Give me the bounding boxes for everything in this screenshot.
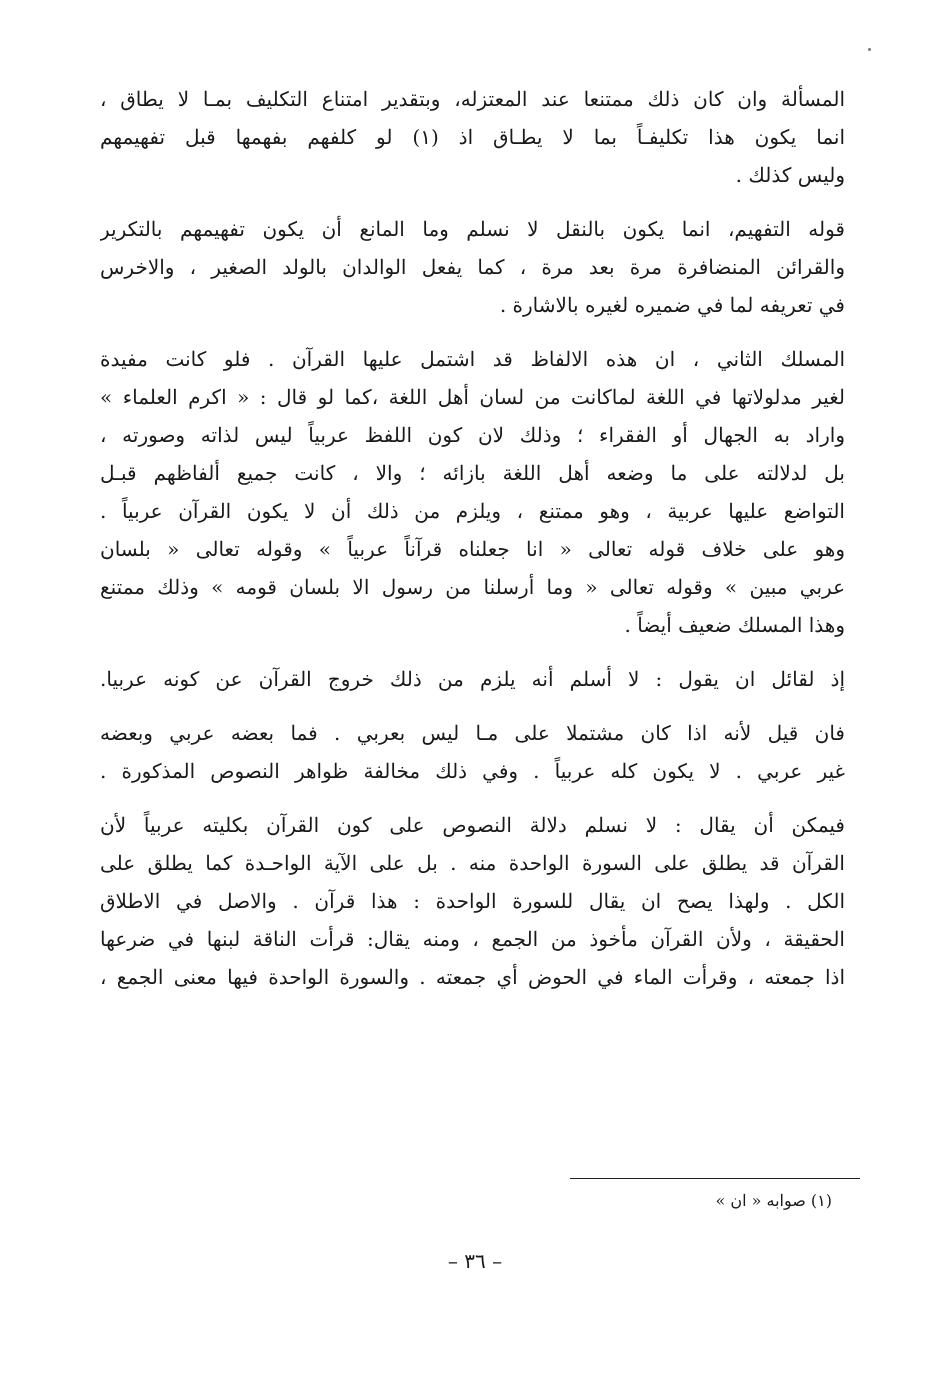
text-line: عربي مبين » وقوله تعالى « وما أرسلنا من رسول الا بلسان قومه » وذلك ممتنع: [100, 575, 845, 599]
paragraph-1: [100, 80, 845, 194]
text-line: واراد به الجهال أو الفقراء ؛ وذلك لان كون اللفظ عربياً ليس لذاته وصورته ،: [100, 423, 845, 447]
footnote: (١) صوابه « ان »: [715, 1191, 832, 1210]
paragraph-2: [100, 210, 845, 324]
text-line: انما يكون هذا تكليفـاً بما لا يطـاق اذ (١) لو كلفهم بفهمها قبل تفهيمهم: [100, 125, 845, 149]
text-line: فيمكن أن يقال : لا نسلم دلالة النصوص على كون القرآن بكليته عربياً لأن: [100, 813, 845, 837]
page-body: [100, 80, 845, 1012]
page-number: – ٣٦ –: [447, 1249, 503, 1273]
paragraph-6: [100, 806, 845, 996]
text-line: التواضع عليها عربية ، وهو ممتنع ، ويلزم من ذلك أن لا يكون القرآن عربياً .: [100, 499, 845, 523]
paragraph-4: [100, 660, 845, 698]
text-line: لغير مدلولاتها في اللغة لماكانت من لسان أهل اللغة ،كما لو قال : « اكرم العلماء »: [100, 385, 845, 409]
paragraph-5: [100, 714, 845, 790]
scan-speck: [868, 48, 871, 51]
text-line: وهذا المسلك ضعيف أيضاً .: [624, 613, 845, 637]
text-line: والقرائن المنضافرة مرة بعد مرة ، كما يفعل الوالدان بالولد الصغير ، والاخرس: [100, 255, 845, 279]
text-line: وليس كذلك .: [735, 163, 845, 187]
text-line: الحقيقة ، ولأن القرآن مأخوذ من الجمع ، ومنه يقال: قرأت الناقة لبنها في ضرعها: [100, 927, 845, 951]
text-line: قوله التفهيم، انما يكون بالنقل لا نسلم وما المانع أن يكون تفهيمهم بالتكرير: [100, 217, 845, 241]
text-line: الكل . ولهذا يصح ان يقال للسورة الواحدة : هذا قرآن . والاصل في الاطلاق: [100, 889, 845, 913]
text-line: القرآن قد يطلق على السورة الواحدة منه . بل على الآية الواحـدة كما يطلق على: [100, 851, 845, 875]
text-line: فان قيل لأنه اذا كان مشتملا على مـا ليس بعربي . فما بعضه عربي وبعضه: [100, 721, 845, 745]
text-line: المسألة وان كان ذلك ممتنعا عند المعتزله، وبتقدير امتناع التكليف بمـا لا يطاق ،: [100, 87, 845, 111]
text-line: وهو على خلاف قوله تعالى « انا جعلناه قرآناً عربياً » وقوله تعالى « بلسان: [100, 537, 845, 561]
text-line: غير عربي . لا يكون كله عربياً . وفي ذلك مخالفة ظواهر النصوص المذكورة .: [100, 759, 845, 783]
paragraph-3: [100, 340, 845, 644]
text-line: اذا جمعته ، وقرأت الماء في الحوض أي جمعته . والسورة الواحدة فيها معنى الجمع ،: [100, 965, 845, 989]
footnote-divider: [570, 1178, 860, 1179]
text-line: إذ لقائل ان يقول : لا أسلم أنه يلزم من ذلك خروج القرآن عن كونه عربيا.: [100, 667, 845, 691]
text-line: في تعريفه لما في ضميره لغيره بالاشارة .: [499, 293, 845, 317]
text-line: بل لدلالته على ما وضعه أهل اللغة بازائه ؛ والا ، كانت جميع ألفاظهم قبـل: [100, 461, 845, 485]
text-line: المسلك الثاني ، ان هذه الالفاظ قد اشتمل عليها القرآن . فلو كانت مفيدة: [100, 347, 845, 371]
